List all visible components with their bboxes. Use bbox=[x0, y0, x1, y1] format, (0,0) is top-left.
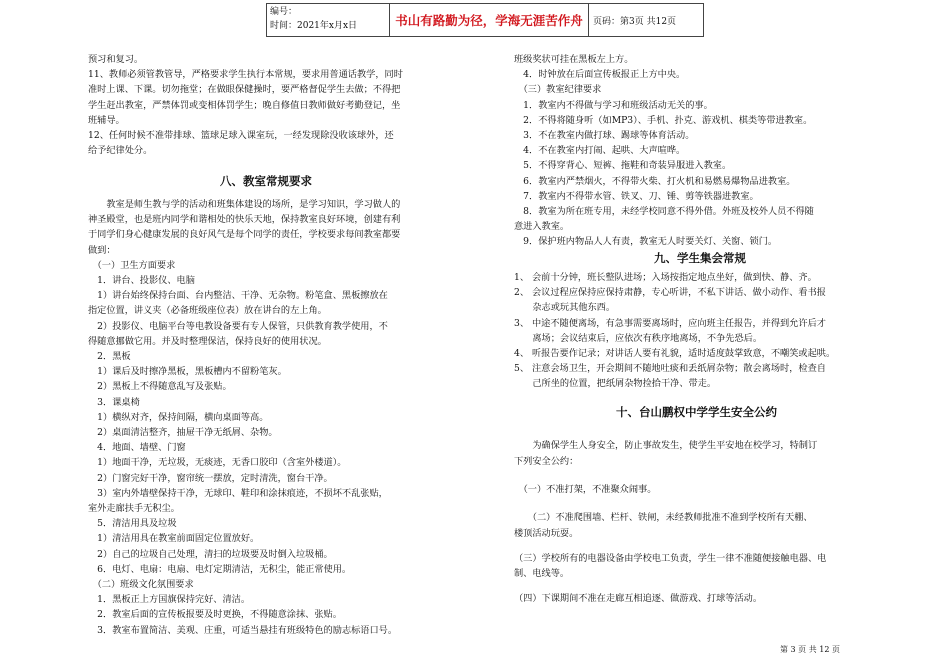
list-item: 1、 会前十分钟，班长整队进场；入场按指定地点坐好，做到快、静、齐。 bbox=[514, 272, 817, 283]
list-item: 2、 会议过程应保持应保持肃静，专心听讲，不私下讲话、做小动作、看书报 bbox=[514, 287, 826, 299]
section10-item-1: （一）不准打架，不准聚众闹事。 bbox=[514, 484, 657, 495]
header-code: 编号： bbox=[270, 7, 298, 17]
paragraph-line: 1）横纵对齐，保持间隔，横向桌面等高。 bbox=[88, 411, 269, 423]
header-time: 时间：2021年x月x日 bbox=[270, 21, 358, 31]
paragraph-line: 9．保护班内物品人人有责，教室无人时要关灯、关窗、锁门。 bbox=[514, 236, 778, 248]
section10-item-3a: （三）学校所有的电器设备由学校电工负责，学生一律不准随便接触电器、电 bbox=[514, 553, 827, 564]
paragraph-line: 学生赶出教室，严禁体罚或变相体罚学生；晚自修值日教师做好考勤登记，坐 bbox=[88, 99, 401, 111]
paragraph-line: （三）教室纪律要求 bbox=[514, 84, 602, 96]
section9-title: 九、学生集会常规 bbox=[654, 251, 746, 265]
paragraph-line: 2）桌面清洁整齐，抽屉干净无纸屑、杂物。 bbox=[88, 427, 278, 439]
section10-title: 十、台山鹏权中学学生安全公约 bbox=[616, 405, 777, 419]
paragraph-line: 1）地面干净，无垃圾，无痰迹，无香口胶印（含室外楼道）。 bbox=[88, 457, 347, 469]
paragraph-line: 2．教室后面的宣传板报要及时更换，不得随意涂抹、张贴。 bbox=[88, 609, 342, 621]
paragraph-line: 1．黑板正上方国旗保持完好、清洁。 bbox=[88, 594, 251, 606]
paragraph-line: 2．不得将随身听（如MP3）、手机、扑克、游戏机、棋类等带进教室。 bbox=[514, 114, 813, 126]
section9-body bbox=[514, 270, 914, 392]
paragraph-line: 给予纪律处分。 bbox=[88, 145, 153, 157]
paragraph-line: 1）讲台始终保持台面、台内整洁、干净、无杂物。粉笔盒、黑板擦放在 bbox=[88, 290, 388, 302]
paragraph-line: 2）自己的垃圾自己处理，清扫的垃圾要及时倒入垃圾桶。 bbox=[88, 548, 333, 560]
paragraph-line: 3．课桌椅 bbox=[88, 396, 140, 408]
paragraph-line: 意进入教室。 bbox=[514, 221, 570, 233]
paragraph-line: 4．不在教室内打闹、起哄、大声喧哗。 bbox=[514, 145, 686, 157]
paragraph-line: 2．黑板 bbox=[88, 351, 131, 363]
section10-intro-1: 为确保学生人身安全，防止事故发生，使学生平安地在校学习，特制订 bbox=[514, 440, 818, 451]
section10-item-2a: （二）不准爬围墙、栏杆、铁闸，未经教师批准不准到学校所有天棚、 bbox=[514, 512, 813, 523]
paragraph-line: 4．时钟放在后面宣传板报正上方中央。 bbox=[514, 69, 686, 81]
paragraph-line: 7．教室内不得带水管、铁叉、刀、锤、剪等铁器进教室。 bbox=[514, 190, 759, 202]
paragraph-line: 1．教室内不得做与学习和班级活动无关的事。 bbox=[514, 99, 713, 111]
paragraph-line: 准时上课、下课。切勿拖堂；在做眼保健操时，要严格督促学生去做；不得把 bbox=[88, 84, 401, 96]
header-page-info: 页码：第3页 共12页 bbox=[593, 16, 677, 27]
paragraph-line: 4．地面、墙壁、门窗 bbox=[88, 442, 186, 454]
paragraph-line: 2）门窗完好干净，窗帘统一摆放，定时清洗，窗台干净。 bbox=[88, 472, 333, 484]
header-motto: 书山有路勤为径，学海无涯苦作舟 bbox=[390, 4, 589, 36]
left-column-top bbox=[88, 52, 488, 158]
list-item: 杂志或玩其他东西。 bbox=[514, 302, 616, 314]
paragraph-line: 3．教室布置简洁、美观、庄重，可适当悬挂有班级特色的励志标语口号。 bbox=[88, 624, 398, 636]
paragraph-line: 12、任何时候不准带排球、篮球足球入课室玩，一经发现除没收该球外，还 bbox=[88, 130, 394, 142]
paragraph-line: 6．教室内严禁烟火，不得带火柴、打火机和易燃易爆物品进教室。 bbox=[514, 175, 796, 187]
page-header bbox=[266, 3, 704, 37]
list-item: 离场；会议结束后，应依次有秩序地离场，不争先恐后。 bbox=[514, 332, 763, 344]
section8-title: 八、教室常规要求 bbox=[220, 174, 312, 188]
paragraph-line: 11、教师必须管教管导，严格要求学生执行本常规，要求用普通话教学，同时 bbox=[88, 69, 403, 81]
paragraph-line: （一）卫生方面要求 bbox=[88, 259, 176, 271]
paragraph-line: 于同学们身心健康发展的良好风气是每个同学的责任，学校要求每间教室都要 bbox=[88, 229, 401, 241]
list-item: 3、 中途不随便离场，有急事需要离场时，应向班主任报告，并得到允许后才 bbox=[514, 317, 826, 329]
paragraph-line: 预习和复习。 bbox=[88, 54, 144, 65]
page-footer: 第 3 页 共 12 页 bbox=[780, 645, 840, 654]
paragraph-line: 得随意挪做它用。并及时整理保洁，保持良好的使用状况。 bbox=[88, 335, 327, 347]
paragraph-line: 室外走廊扶手无积尘。 bbox=[88, 503, 180, 515]
paragraph-line: 1．讲台、投影仪、电脑 bbox=[88, 275, 195, 287]
paragraph-line: （二）班级文化氛围要求 bbox=[88, 579, 194, 591]
paragraph-line: 班辅导。 bbox=[88, 114, 125, 126]
right-column-top bbox=[514, 52, 914, 250]
paragraph-line: 1）课后及时擦净黑板，黑板槽内不留粉笔灰。 bbox=[88, 366, 287, 378]
paragraph-line: 班级奖状可挂在黑板左上方。 bbox=[514, 54, 634, 65]
section10-item-2b: 楼顶活动玩耍。 bbox=[514, 528, 579, 539]
paragraph-line: 做到： bbox=[88, 244, 116, 256]
paragraph-line: 2）投影仪、电脑平台等电教设备要有专人保管，只供教育教学使用，不 bbox=[88, 320, 388, 332]
header-meta bbox=[267, 4, 390, 36]
paragraph-line: 5．不得穿背心、短裤、拖鞋和奇装异服进入教室。 bbox=[514, 160, 732, 172]
paragraph-line: 6．电灯、电扇：电扇、电灯定期清洁，无积尘，能正常使用。 bbox=[88, 563, 352, 575]
paragraph-line: 指定位置，讲义夹（必备班级座位表）放在讲台的左上角。 bbox=[88, 305, 327, 317]
paragraph-line: 神圣殿堂，也是班内同学和谐相处的快乐天地，保持教室良好环境，创建有利 bbox=[88, 214, 401, 226]
paragraph-line: 3．不在教室内做打球、踢球等体育活动。 bbox=[514, 130, 695, 142]
list-item: 4、 听报告要作记录；对讲话人要有礼貌，适时适度鼓掌致意，不嘲笑或起哄。 bbox=[514, 348, 836, 360]
section8-body bbox=[88, 197, 488, 638]
section10-item-4: （四）下课期间不准在走廊互相追逐、做游戏、打球等活动。 bbox=[514, 593, 763, 604]
section10-intro-2: 下列安全公约： bbox=[514, 456, 579, 467]
paragraph-line: 3）室内外墙壁保持干净，无球印、鞋印和涂抹痕迹，不损坏不乱张贴， bbox=[88, 487, 388, 499]
list-item: 己所坐的位置，把纸屑杂物捡拾干净、带走。 bbox=[514, 378, 717, 390]
section10-item-3b: 制、电线等。 bbox=[514, 568, 570, 579]
paragraph-line: 教室是师生教与学的活动和班集体建设的场所，是学习知识，学习做人的 bbox=[88, 199, 401, 210]
paragraph-line: 2）黑板上不得随意乱写及张贴。 bbox=[88, 381, 232, 393]
paragraph-line: 1）清洁用具在教室前面固定位置放好。 bbox=[88, 533, 260, 545]
paragraph-line: 5．清洁用具及垃圾 bbox=[88, 518, 177, 530]
list-item: 5、 注意会场卫生，开会期间不随地吐痰和丢纸屑杂物；散会离场时，检查自 bbox=[514, 363, 826, 375]
paragraph-line: 8．教室为所在班专用，未经学校同意不得外借。外班及校外人员不得随 bbox=[514, 206, 814, 218]
